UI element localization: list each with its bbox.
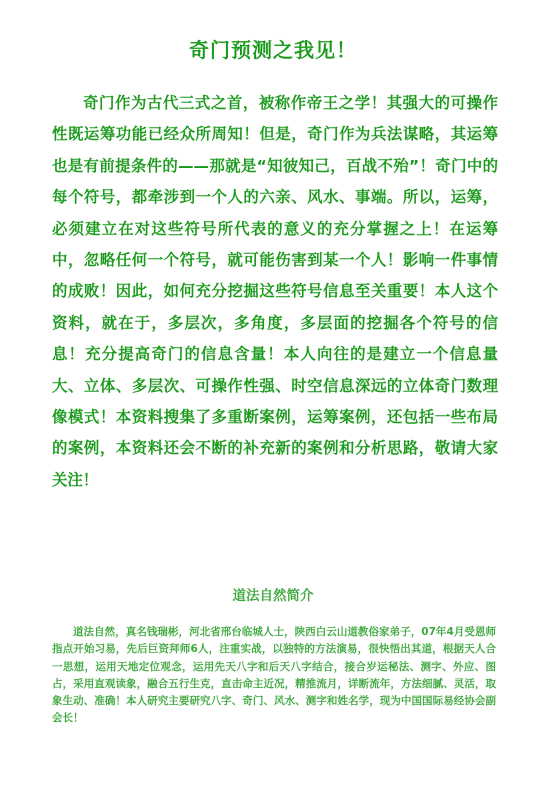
intro-paragraph: 奇门作为古代三式之首，被称作帝王之学！其强大的可操作性既运筹功能已经众所周知！但是，奇门作为兵法谋略，其运筹也是有前提条件的——那就是“知彼知己，百战不殆”！奇门中的每个符号，都牵涉到一个人的六亲、风水、事端。所以，运筹，必须建立在对这些符号所代表的意义的充分掌握之上！在运筹中，忽略任何一个符号，就可能伤害到某一个人！影响一件事情的成败！因此，如何充分挖掘这些符号信息至关重要！本人这个资料，就在于，多层次，多角度，多层面的挖掘各个符号的信息！充分提高奇门的信息含量！本人向往的是建立一个信息量大、立体、多层次、可操作性强、时空信息深远的立体奇门数理像模式！本资料搜集了多重断案例，运筹案例，还包括一些布局的案例，本资料还会不断的补充新的案例和分析思路，敬请大家关注！ <box>52 94 498 489</box>
author-heading: 道法自然简介 <box>232 588 314 604</box>
page-title: 奇门预测之我见！ <box>189 38 357 62</box>
author-bio-paragraph: 道法自然，真名钱瑞彬，河北省邢台临城人士，陕西白云山道教俗家弟子，07年4月受恩师指点开始习易，先后巨资拜师6人，注重实战，以独特的方法演易，很快悟出其道，根据天人合一思想，运用天地定位观念，运用先天八字和后天八字结合，接合岁运秘法、测字、外应、图占，采用直观读象，融合五行生克，直击命主近况，精推流月，详断流年，方法细腻、灵活，取象生动、准确！本人研究主要研究八字、奇门、风水、测字和姓名学，现为中国国际易经协会副会长！ <box>52 626 496 725</box>
